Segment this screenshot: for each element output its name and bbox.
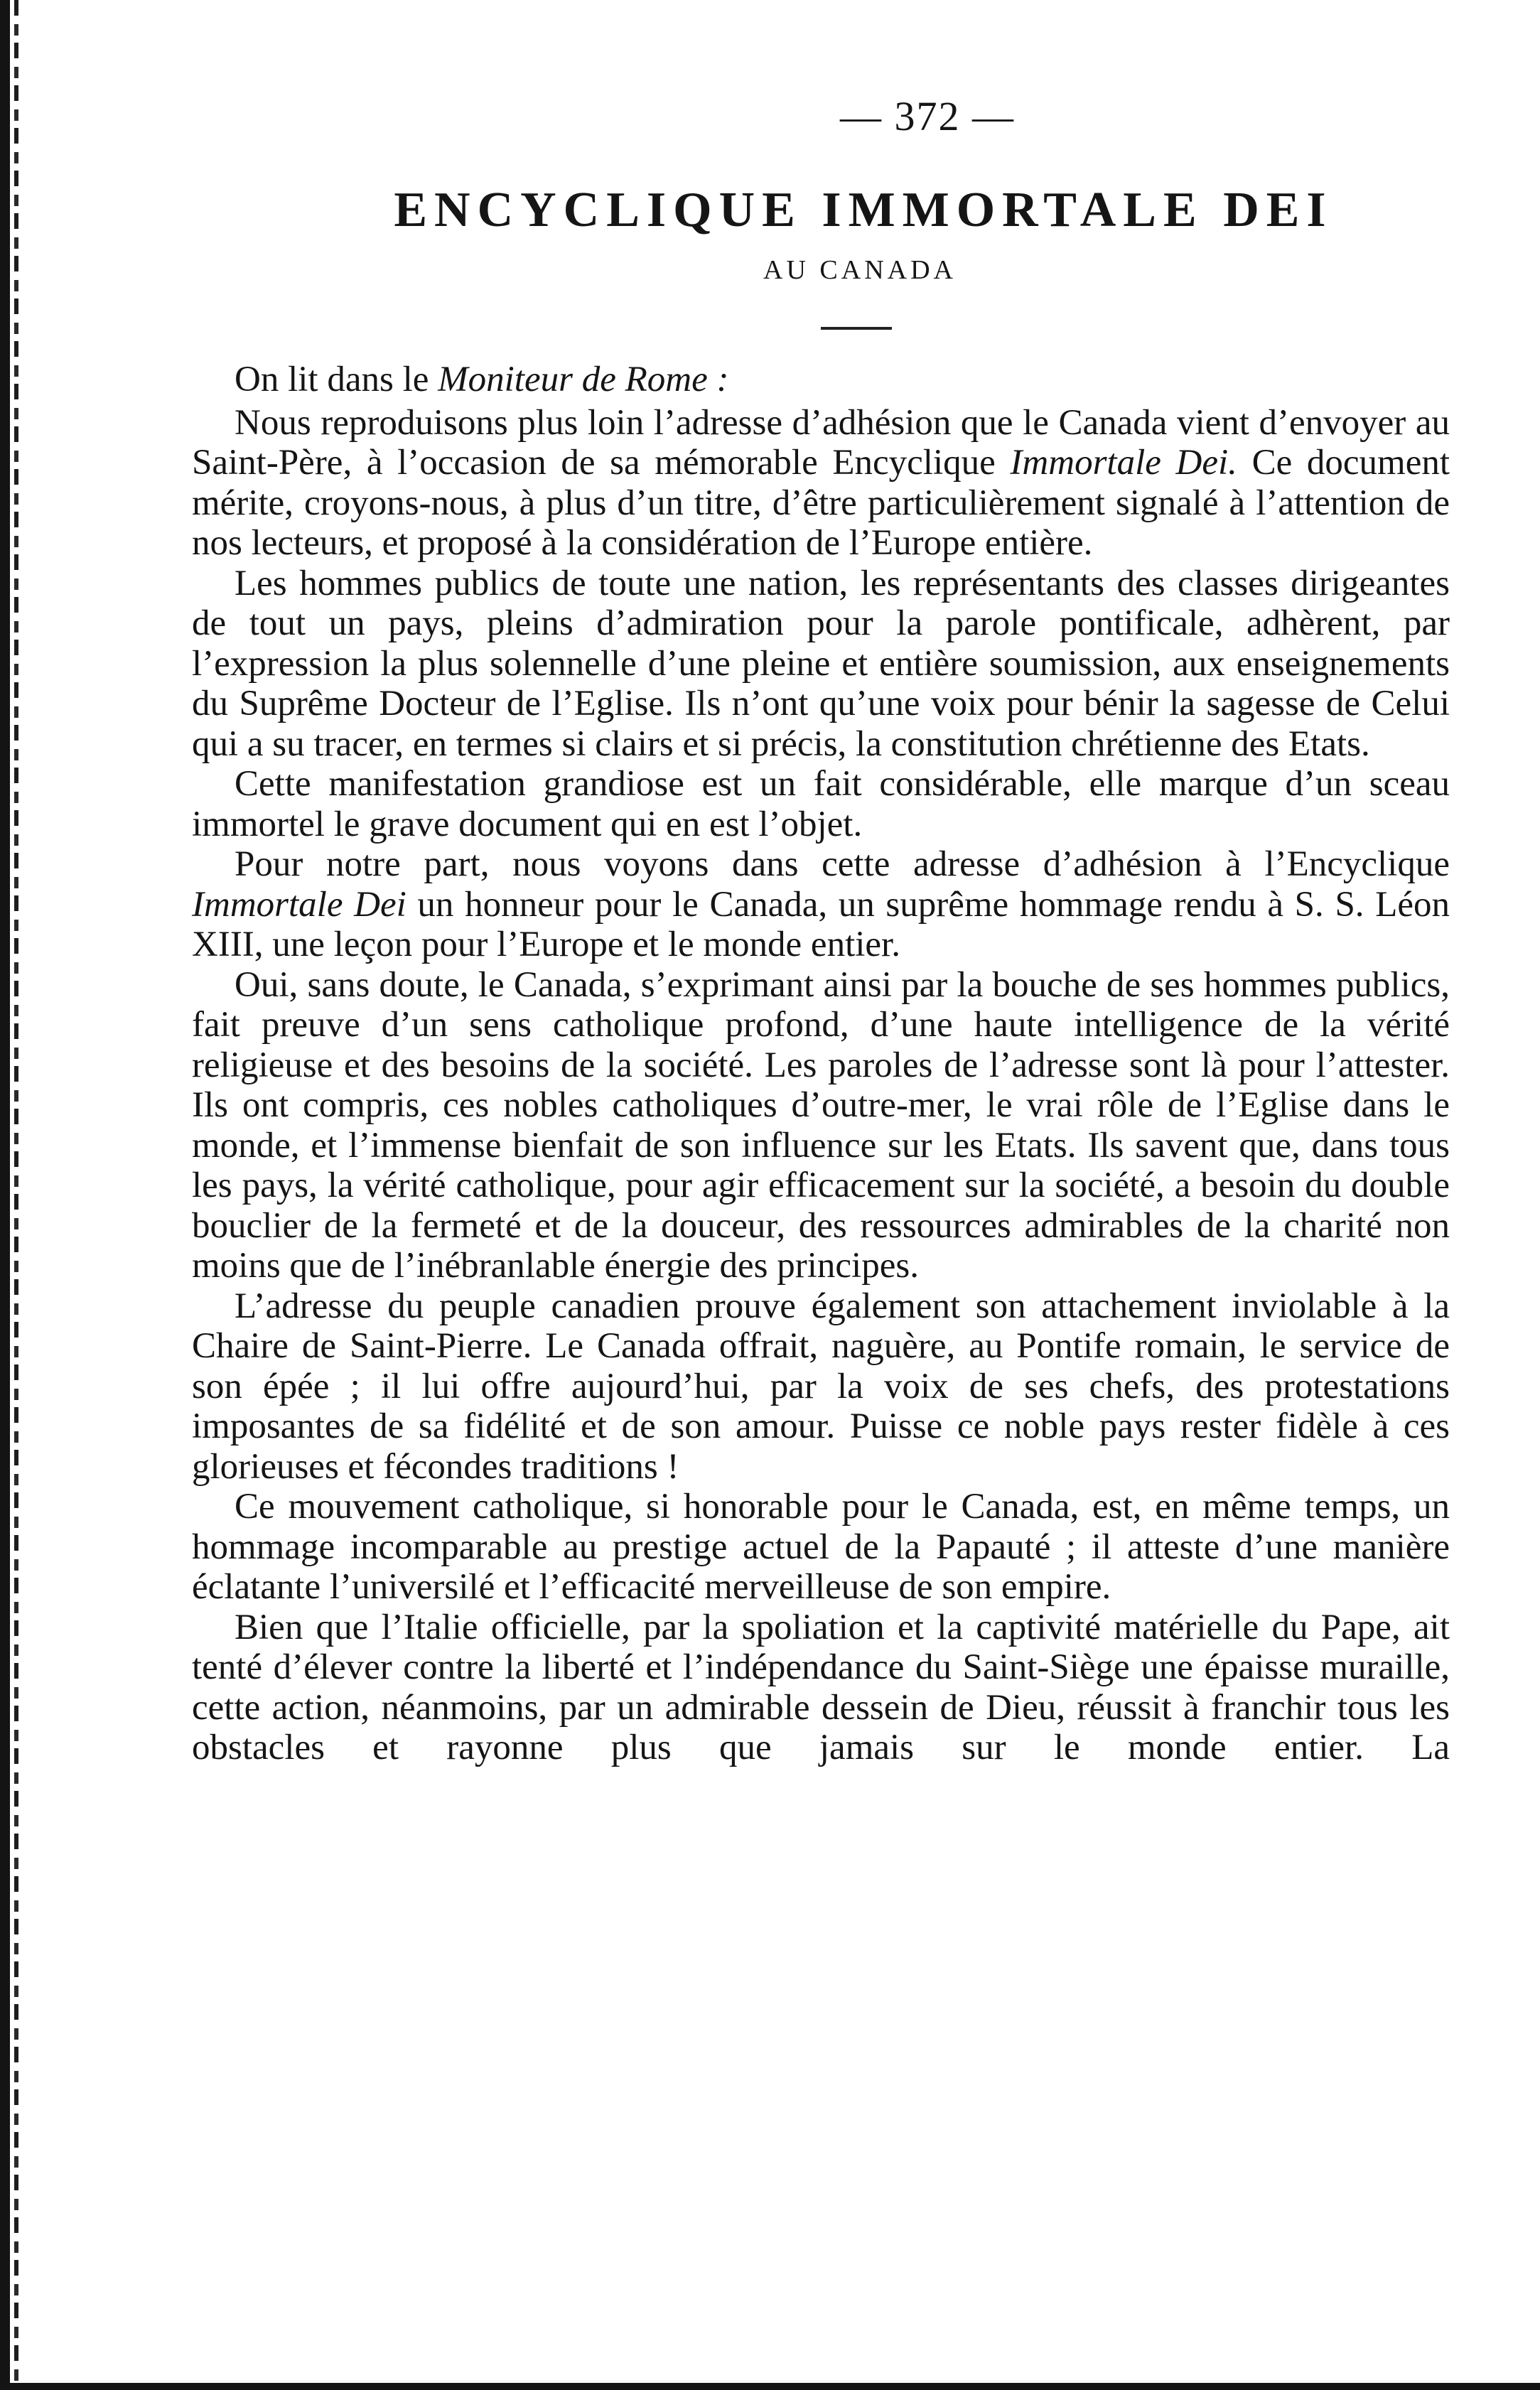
paragraph-text: Ce mouvement catholique, si honorable pour le Canada, est, en même temps, un hommage incomparable au prestige actuel de la Papauté ; il atteste d’une manière éclatante l’universilé et l’efficacité merveilleuse de son empire. [192,1487,1450,1607]
page-number: — 372 — [840,93,1015,139]
scan-left-edge [0,0,10,2390]
paragraph-italic: Immortale Dei [192,884,406,925]
intro-line [192,360,1450,400]
paragraph-7 [192,1487,1450,1608]
paragraph-8 [192,1608,1450,1768]
paragraph-text: Oui, sans doute, le Canada, s’exprimant ainsi par la bouche de ses hommes publics, fait preuve d’un sens catholique profond, d’une haute intelligence de la vérité religieuse et des besoins de la société. Les paroles de l’adresse sont là pour l’attester. Ils ont compris, ces nobles catholiques d’outre-mer, le vrai rôle de l’Eglise dans le monde, et l’immense bienfait de son influence sur les Etats. Ils savent que, dans tous les pays, la vérité catholique, pour agir efficacement sur la société, a besoin du double bouclier de la fermeté et de la douceur, des ressources admirables de la charité non moins que de l’inébranlable énergie des principes. [192,964,1450,1286]
article-subtitle: AU CANADA [763,255,957,285]
article-title: ENCYCLIQUE IMMORTALE DEI [394,183,1333,237]
paragraph-text: L’adresse du peuple canadien prouve également son attachement inviolable à la Chaire de Saint-Pierre. Le Canada offrait, naguère, au Pontife romain, le service de son épée ; il lui offre aujourd’hui, par la voix de ses chefs, des protestations imposantes de sa fidélité et de son amour. Puisse ce noble pays rester fidèle à ces glorieuses et fécondes traditions ! [192,1286,1450,1487]
article-body [192,360,1450,1768]
paragraph-text: Cette manifestation grandiose est un fait considérable, elle marque d’un sceau immortel le grave document qui en est l’objet. [192,764,1450,844]
scan-bottom-edge [0,2383,1540,2390]
title-divider [821,327,892,330]
book-page [192,92,1450,1768]
paragraph-2 [192,564,1450,765]
paragraph-4 [192,844,1450,965]
paragraph-text: Pour notre part, nous voyons dans cette adresse d’adhésion à l’Encyclique [235,844,1450,884]
intro-source: Moniteur de Rome : [438,360,729,399]
paragraph-text: Nous reproduisons plus loin l’adresse d’adhésion que le Canada vient d’envoyer au Saint-Père, à l’occasion de sa mémorable Encyclique [192,402,1450,483]
paragraph-3 [192,764,1450,844]
paragraph-text: un honneur pour le Canada, un suprême hommage rendu à S. S. Léon XIII, une leçon pour l’Europe et le monde entier. [192,884,1450,964]
paragraph-1 [192,403,1450,564]
paragraph-6 [192,1286,1450,1487]
scan-binding-edge [14,0,18,2390]
paragraph-5 [192,965,1450,1286]
paragraph-text: Ce document mérite, croyons-nous, à plus d’un titre, d’être particulièrement signalé à l’attention de nos lecteurs, et proposé à la considération de l’Europe entière. [192,443,1450,563]
paragraph-italic: Immortale Dei. [1010,443,1237,483]
paragraph-text: Bien que l’Italie officielle, par la spoliation et la captivité matérielle du Pape, ait tenté d’élever contre la liberté et l’indépendance du Saint-Siège une épaisse muraille, cette action, néanmoins, par un admirable dessein de Dieu, réussit à franchir tous les obstacles et rayonne plus que jamais sur le monde entier. La [192,1607,1450,1767]
paragraph-text: Les hommes publics de toute une nation, les représentants des classes dirigeantes de tout un pays, pleins d’admiration pour la parole pontificale, adhèrent, par l’expression la plus solennelle d’une pleine et entière soumission, aux enseignements du Suprême Docteur de l’Eglise. Ils n’ont qu’une voix pour bénir la sagesse de Celui qui a su tracer, en termes si clairs et si précis, la constitution chrétienne des Etats. [192,563,1450,764]
intro-prefix: On lit dans le [235,360,438,399]
